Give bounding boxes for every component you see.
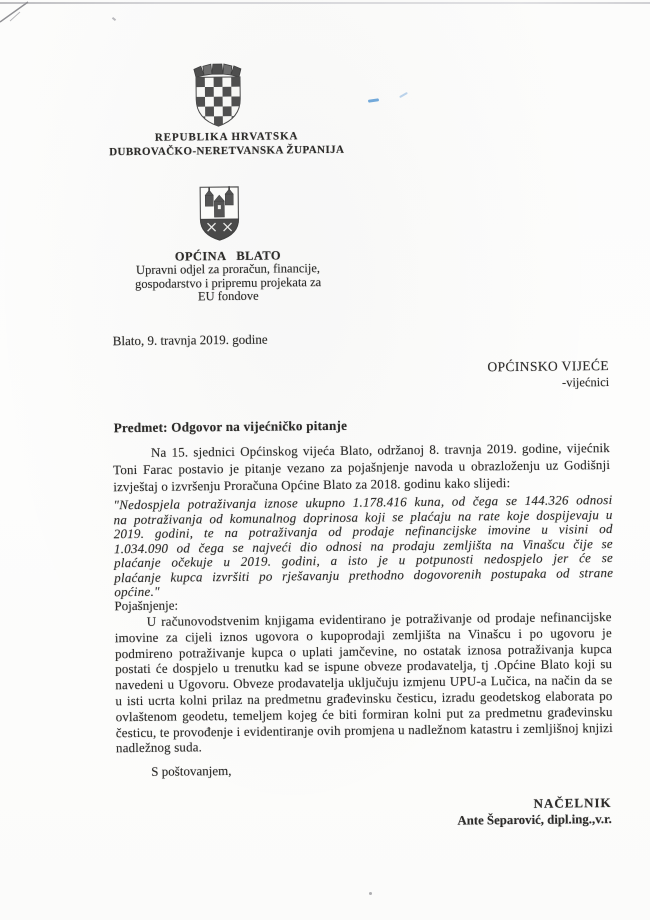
closing-salutation: S poštovanjem, — [151, 762, 232, 779]
scan-edge-line — [0, 2, 650, 4]
blato-coat-of-arms-icon — [198, 185, 241, 241]
municipality-name: OPĆINA BLATO — [174, 248, 282, 264]
signature-block — [384, 795, 612, 829]
department-line-3: EU fondove — [197, 288, 259, 304]
letterhead-national — [101, 62, 352, 160]
department-line-1: Upravni odjel za proračun, financije, — [135, 261, 321, 277]
letterhead-municipal — [102, 184, 353, 305]
croatia-coat-of-arms-icon — [193, 63, 244, 128]
body-paragraph-explanation: U računovodstvenim knjigama evidentirano je potraživanje od prodaje nefinancijske imovine za cijeli iznos ugovora o kupoprodaji zemljišta na Vinašcu i po ugovoru je podmireno potraživanje kupca o uplati jamčevine, no ostatak iznosa potraživanja kupca postati će dospjelo u trenutku kad se ispune obveze prodavatelja, tj .Općine Blato koji su navedeni u Ugovoru. Obveze prodavatelja uključuju izmjenu UPU-a Lučica, na način da se u isti ucrta kolni prilaz na predmetnu građevinsku česticu, izradu geodetskog elaborata po ovlaštenom geodetu, temeljem kojeg će biti formiran kolni put za predmetnu građevinsku česticu, te provođenje i evidentiranje ovih promjena u nadležnom katastru i zemljišnoj knjizi nadležnog suda. — [114, 609, 613, 756]
signature-title: NAČELNIK — [533, 795, 612, 811]
dateline: Blato, 9. travnja 2019. godine — [112, 331, 268, 349]
scan-corner-fold-mark — [0, 0, 60, 30]
body-paragraph-question-intro: Na 15. sjednici Općinskog vijeća Blato, održanoj 8. travnja 2019. godine, vijećnik Toni Farac postavio je pitanje vezano za pojašnjenje navoda u obrazloženju uz Godišnji izvještaj o izvršenju Proračuna Općine Blato za 2018. godinu kako slijedi: — [113, 440, 611, 494]
addressee-title: OPĆINSKO VIJEĆE — [487, 358, 610, 375]
department-line-2: gospodarstvo i pripremu projekata za — [135, 274, 322, 291]
signature-name: Ante Šeparović, dipl.ing.,v.r. — [457, 812, 612, 828]
addressee-subtitle: -vijećnici — [561, 375, 610, 390]
county-name: DUBROVAČKO-NERETVANSKA ŽUPANIJA — [109, 143, 345, 159]
addressee-block — [397, 357, 609, 392]
scan-speck — [369, 892, 372, 895]
explanation-label: Pojašnjenje: — [114, 597, 179, 614]
body-quotation: "Nedospjela potraživanja iznose ukupno 1.178.416 kuna, od čega se 144.326 odnosi na potraživanja od komunalnog doprinosa koji se plaćaju na rate koje dospijevaju u 2019. godini, te na potraživanja od prodaje nefinancijske imovine u visini od 1.034.090 od čega se najveći dio odnosi na prodaju zemljišta na Vinašcu čije se plaćanje očekuje u 2019. godini, a isto je u potpunosti nedospjelo jer će se plaćanje kupca izvršiti po rješavanju prethodno dogovorenih postupaka od strane općine." — [113, 491, 614, 600]
subject-line: Predmet: Odgovor na vijećničko pitanje — [113, 417, 348, 436]
country-name: REPUBLIKA HRVATSKA — [154, 130, 299, 144]
